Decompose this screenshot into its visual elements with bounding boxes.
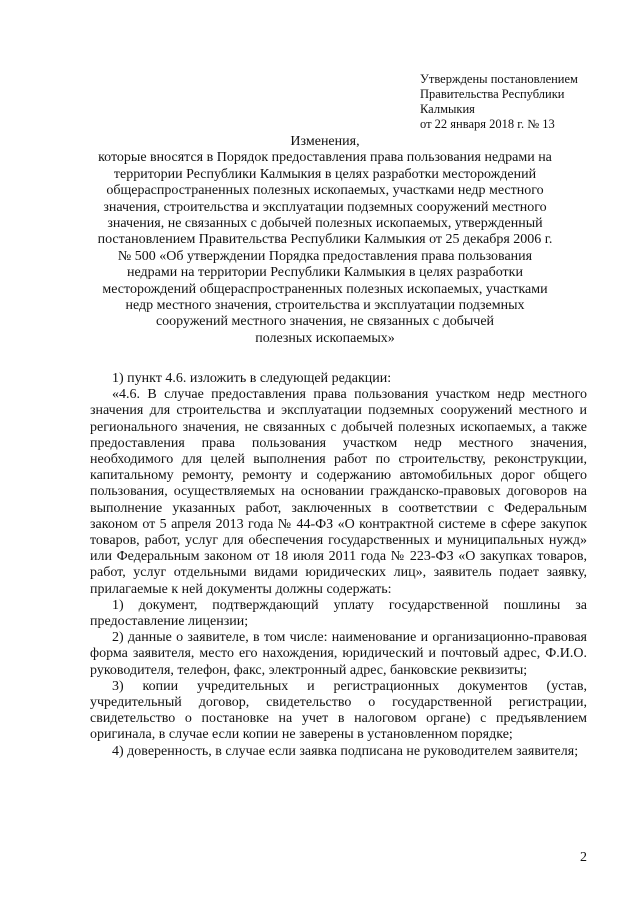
title-line: значения, не связанных с добычей полезных ископаемых, утвержденный [107, 216, 543, 232]
title-line: полезных ископаемых» [255, 330, 395, 346]
title-line: которые вносятся в Порядок предоставления права пользования недрами на [98, 150, 552, 166]
body-paragraph: 3) копии учредительных и регистрационных документов (устав, учредительный договор, свидетельство о государственной регистрации, свидетельство о постановке на учет в налоговом органе) с предъявлением оригинала, в случае если копии не заверены в установленном порядке; [90, 678, 587, 743]
body-paragraph: 1) пункт 4.6. изложить в следующей редакции: [112, 371, 392, 386]
document-body [90, 371, 587, 760]
approval-line: от 22 января 2018 г. № 13 [420, 117, 555, 131]
title-line: Изменения, [290, 134, 360, 149]
title-line: постановлением Правительства Республики Калмыкия от 25 декабря 2006 г. [97, 232, 553, 248]
title-line: общераспространенных полезных ископаемых, участками недр местного [106, 183, 544, 199]
approval-line: Правительства Республики [420, 87, 565, 101]
page-number: 2 [580, 850, 587, 865]
body-paragraph: 4) доверенность, в случае если заявка подписана не руководителем заявителя; [112, 743, 579, 759]
document-title [90, 134, 560, 347]
title-line: недрами на территории Республики Калмыкия в целях разработки [127, 265, 523, 281]
body-paragraph: «4.6. В случае предоставления права пользования участком недр местного значения для строительства и эксплуатации подземных сооружений местного и регионального значения, не связанных с добычей полезных ископаемых, а также предоставления права пользования участком недр местного значения, необходимого для целей выполнения работ по строительству, реконструкции, капитальному ремонту, ремонту и содержанию автомобильных дорог общего пользования, осуществляемых на основании гражданско-правовых договоров на выполнение указанных работ, заключенных в соответствии с Федеральным законом от 5 апреля 2013 года № 44-ФЗ «О контрактной системе в сфере закупок товаров, работ, услуг для обеспечения государственных и муниципальных нужд» или Федеральным законом от 18 июля 2011 года № 223-ФЗ «О закупках товаров, работ, услуг отдельными видами юридических лиц», заявитель подает заявку, прилагаемые к ней документы должны содержать: [90, 387, 587, 597]
body-paragraph: 2) данные о заявителе, в том числе: наименование и организационно-правовая форма заявителя, место его нахождения, юридический и почтовый адрес, Ф.И.О. руководителя, телефон, факс, электронный адрес, банковские реквизиты; [90, 630, 587, 678]
title-line: сооружений местного значения, не связанных с добычей [155, 314, 495, 330]
title-line: территории Республики Калмыкия в целях разработки месторождений [113, 166, 537, 182]
title-line: значения, строительства и эксплуатации подземных сооружений местного [103, 199, 547, 215]
body-paragraph: 1) документ, подтверждающий уплату государственной пошлины за предоставление лицензии; [90, 597, 587, 630]
approval-stamp [420, 72, 578, 132]
approval-line: Калмыкия [420, 102, 475, 116]
title-line: № 500 «Об утверждении Порядка предоставления права пользования [117, 248, 533, 264]
title-line: месторождений общераспространенных полезных ископаемых, участками [102, 281, 548, 297]
title-line: недр местного значения, строительства и эксплуатации подземных [125, 298, 525, 314]
approval-line: Утверждены постановлением [420, 72, 578, 86]
